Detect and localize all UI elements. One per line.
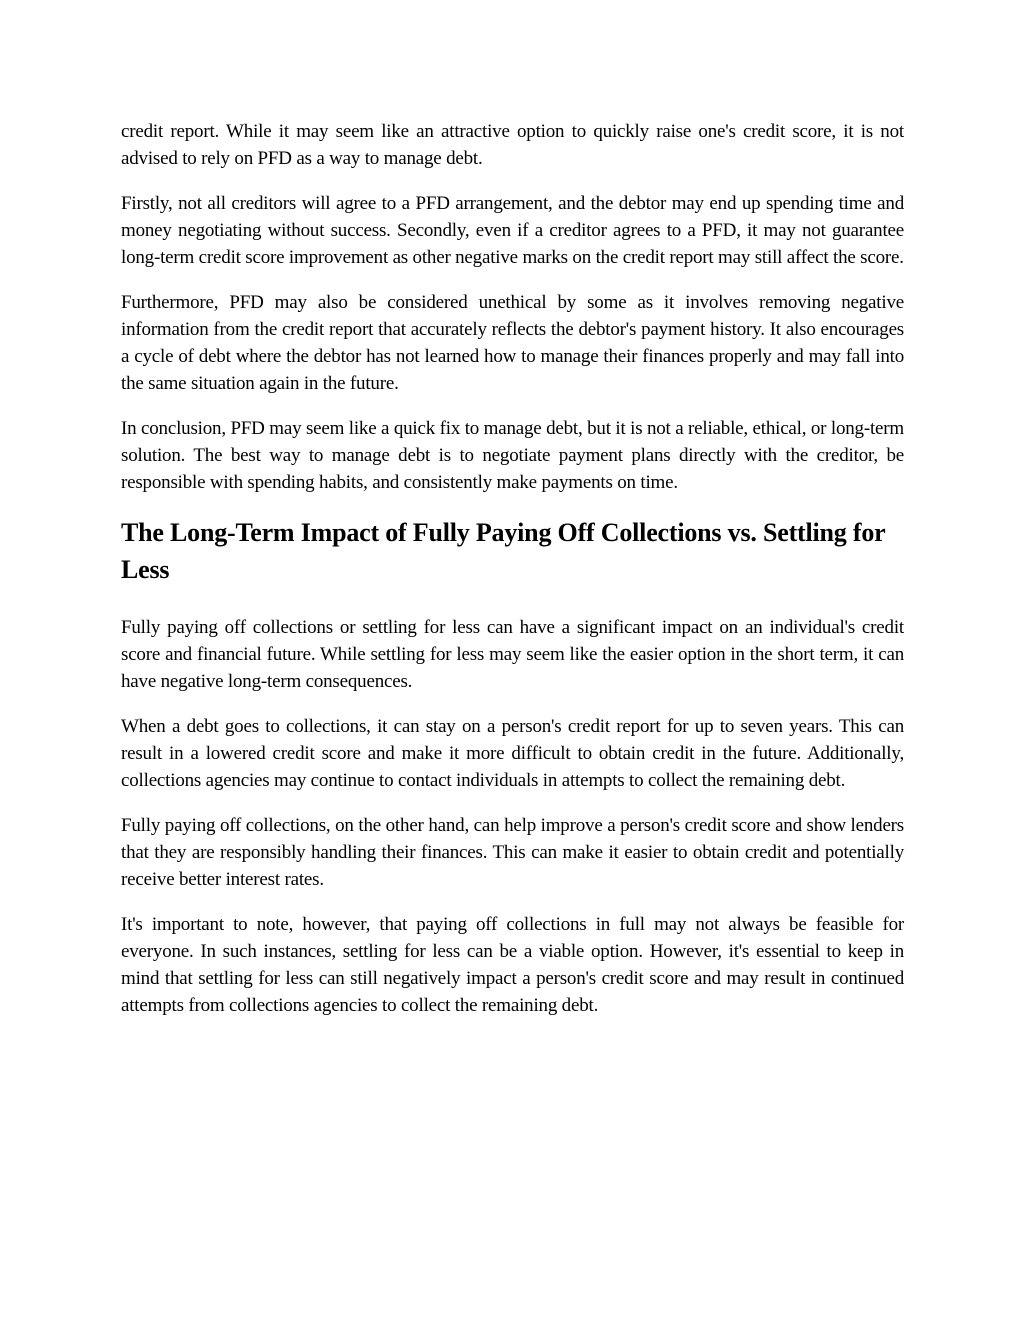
section-heading: The Long-Term Impact of Fully Paying Off Collections vs. Settling for Less <box>121 518 886 584</box>
paragraph-credit-report-intro: credit report. While it may seem like an attractive option to quickly raise one's credit score, it is not advised to rely on PFD as a way to manage debt. <box>121 121 904 169</box>
document-page <box>121 118 904 1037</box>
paragraph-impact-overview: Fully paying off collections or settling for less can have a significant impact on an individual's credit score and financial future. While settling for less may seem like the easier option in the short term, it can have negative long-term consequences. <box>121 617 904 692</box>
paragraph-collections-duration: When a debt goes to collections, it can stay on a person's credit report for up to seven years. This can result in a lowered credit score and make it more difficult to obtain credit in the future. Additionally, collections agencies may continue to contact individuals in attempts to collect the remaining debt. <box>121 716 904 791</box>
paragraph-full-payment-benefits: Fully paying off collections, on the other hand, can help improve a person's credit score and show lenders that they are responsibly handling their finances. This can make it easier to obtain credit and potentially receive better interest rates. <box>121 815 904 890</box>
paragraph-conclusion: In conclusion, PFD may seem like a quick fix to manage debt, but it is not a reliable, ethical, or long-term solution. The best way to manage debt is to negotiate payment plans directly with the creditor, be responsible with spending habits, and consistently make payments on time. <box>121 418 904 493</box>
paragraph-ethics: Furthermore, PFD may also be considered unethical by some as it involves removing negative information from the credit report that accurately reflects the debtor's payment history. It also encourages a cycle of debt where the debtor has not learned how to manage their finances properly and may fall into the same situation again in the future. <box>121 292 904 394</box>
paragraph-creditors-agreement: Firstly, not all creditors will agree to a PFD arrangement, and the debtor may end up spending time and money negotiating without success. Secondly, even if a creditor agrees to a PFD, it may not guarantee long-term credit score improvement as other negative marks on the credit report may still affect the score. <box>121 193 904 268</box>
paragraph-settling-considerations: It's important to note, however, that paying off collections in full may not always be feasible for everyone. In such instances, settling for less can be a viable option. However, it's essential to keep in mind that settling for less can still negatively impact a person's credit score and may result in continued attempts from collections agencies to collect the remaining debt. <box>121 914 904 1016</box>
